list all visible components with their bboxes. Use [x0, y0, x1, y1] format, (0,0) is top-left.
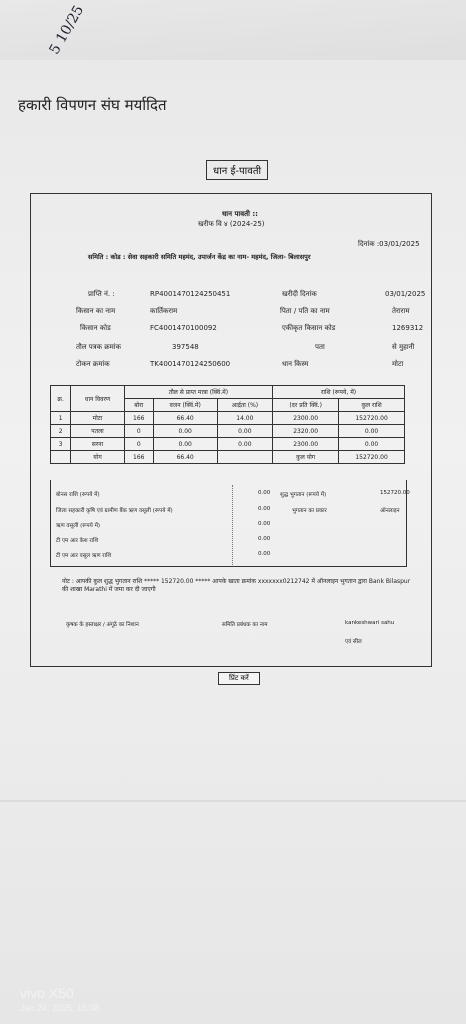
- label: पिता / पति का नाम: [280, 307, 330, 315]
- cell: 2: [51, 425, 71, 438]
- cell: 14.00: [217, 412, 273, 425]
- cell: 152720.00: [339, 412, 405, 425]
- seal-label: एवं सील: [345, 639, 362, 645]
- cell: 166: [124, 451, 153, 464]
- cell: 66.40: [153, 412, 217, 425]
- label: धान किस्म: [282, 360, 309, 368]
- cell: 166: [124, 412, 153, 425]
- label: प्राप्ति नं. :: [88, 290, 115, 298]
- summary-value: 0.00: [258, 536, 271, 542]
- document-title: धान ई-पावती: [206, 160, 268, 180]
- label: पता: [315, 343, 325, 351]
- variety: मोटा: [392, 360, 404, 368]
- cell: 66.40: [153, 451, 217, 464]
- cell: सरना: [71, 438, 125, 451]
- th-bags: बोरा: [124, 399, 153, 412]
- cell: योग: [71, 451, 125, 464]
- cell: पतला: [71, 425, 125, 438]
- cell: 0.00: [217, 438, 273, 451]
- camera-timestamp: Jan 24, 2025, 15:08: [20, 1003, 100, 1013]
- summary-value: 0.00: [258, 551, 271, 557]
- print-button[interactable]: प्रिंट करें: [218, 672, 260, 685]
- th-total: कुल राशि: [339, 399, 405, 412]
- cell: 0.00: [339, 438, 405, 451]
- cell: मोटा: [71, 412, 125, 425]
- table-row: [51, 412, 405, 425]
- cell: 0.00: [153, 425, 217, 438]
- summary-label: टी एम आर केश राशि: [56, 538, 99, 544]
- cell: [217, 451, 273, 464]
- th-rate: (दर प्रति क्विं.): [273, 399, 339, 412]
- th-moisture: आर्द्रता (%): [217, 399, 273, 412]
- receipt-title: धान पावती ::: [222, 210, 258, 218]
- manager-label: समिति प्रबंधक का नाम: [222, 622, 268, 628]
- address: से मुहानी: [392, 343, 415, 351]
- label: एकीकृत किसान कोड: [282, 324, 336, 332]
- ekikrit-code: 1269312: [392, 324, 424, 332]
- manager-name: kankeshwari sahu: [345, 620, 395, 626]
- th-paddy: धान विवरण: [71, 386, 125, 412]
- label: टोकन क्रमांक: [76, 360, 110, 368]
- th-weighed: तौल से प्राप्त मात्रा (क्विं.में): [124, 386, 272, 399]
- receipt-date: दिनांक :03/01/2025: [358, 240, 420, 248]
- summary-label: बोनस राशि (रूपये में): [56, 492, 100, 498]
- camera-brand: vivo X50: [20, 985, 74, 1001]
- mode-value: ऑनलाइन: [380, 508, 400, 514]
- cell: 2320.00: [273, 425, 339, 438]
- summary-label: ऋण वसूली (रूपये में): [56, 523, 101, 529]
- paddy-table: [50, 385, 405, 464]
- summary-value: 0.00: [258, 490, 271, 496]
- father-name: तेराराम: [392, 307, 410, 315]
- total-row: [51, 451, 405, 464]
- table-row: [51, 425, 405, 438]
- cell: 0.00: [217, 425, 273, 438]
- weigh-no: 397548: [172, 343, 199, 351]
- org-header: हकारी विपणन संघ मर्यादित: [18, 96, 167, 114]
- farmer-signature-label: कृषक के हस्ताक्षर / अंगूठे का निशान: [66, 622, 139, 628]
- farmer-name: कार्तिकराम: [150, 307, 178, 315]
- paper-fold: [0, 800, 466, 802]
- th-amount: राशि (रूपये, में): [273, 386, 405, 399]
- summary-value: 0.00: [258, 506, 271, 512]
- cell: 1: [51, 412, 71, 425]
- net-value: 152720.00: [380, 490, 410, 496]
- purchase-date: 03/01/2025: [385, 290, 426, 298]
- label: किसान का नाम: [76, 307, 116, 315]
- cell: 0.00: [339, 425, 405, 438]
- label: तौल पत्रक क्रमांक: [76, 343, 121, 351]
- divider: [232, 485, 233, 565]
- summary-value: 0.00: [258, 521, 271, 527]
- net-label: शुद्ध भुगतान (रूपये में): [280, 492, 327, 498]
- cell: 0: [124, 438, 153, 451]
- cell: 3: [51, 438, 71, 451]
- token-no: TK4001470124250600: [150, 360, 231, 368]
- cell: 0: [124, 425, 153, 438]
- society-line: समिति : कोड : सेवा सहकारी समिति महमंद, उपार्जन केंद्र का नाम- महमंद, जिला- बिलासपुर: [88, 253, 311, 261]
- cell: 152720.00: [339, 451, 405, 464]
- handwritten-note: 5 10/25: [46, 2, 88, 58]
- cell: 2300.00: [273, 412, 339, 425]
- mode-label: भुगतान का प्रकार: [292, 508, 327, 514]
- receipt-no: RP4001470124250451: [150, 290, 231, 298]
- cell: 2300.00: [273, 438, 339, 451]
- th-weight: वजन (क्विं.में): [153, 399, 217, 412]
- summary-label: जिला सहकारी कृषि एवं ग्रामीण बैंक ऋण वसूली (रूपये में): [56, 508, 173, 514]
- summary-label: टी एम आर वसूल ऋण राशि: [56, 553, 112, 559]
- cell: [51, 451, 71, 464]
- label: किसान कोड: [80, 324, 111, 332]
- th-sno: क्र.: [51, 386, 71, 412]
- season: खरीफ वि ४ (2024-25): [198, 220, 265, 228]
- payment-note: नोट : आपकी कुल शुद्ध भुगतान राशि ***** 152720.00 ***** आपके खाता क्रमांक xxxxxxx0212742 में ऑनलाइन भुगतान द्वारा Bank Bilaspur की शाखा Marathi में जमा कर दी जाएगी: [62, 578, 411, 593]
- farmer-code: FC4001470100092: [150, 324, 217, 332]
- table-row: [51, 438, 405, 451]
- cell: 0.00: [153, 438, 217, 451]
- label: खरीदी दिनांक: [282, 290, 317, 298]
- cell: कुल योग: [273, 451, 339, 464]
